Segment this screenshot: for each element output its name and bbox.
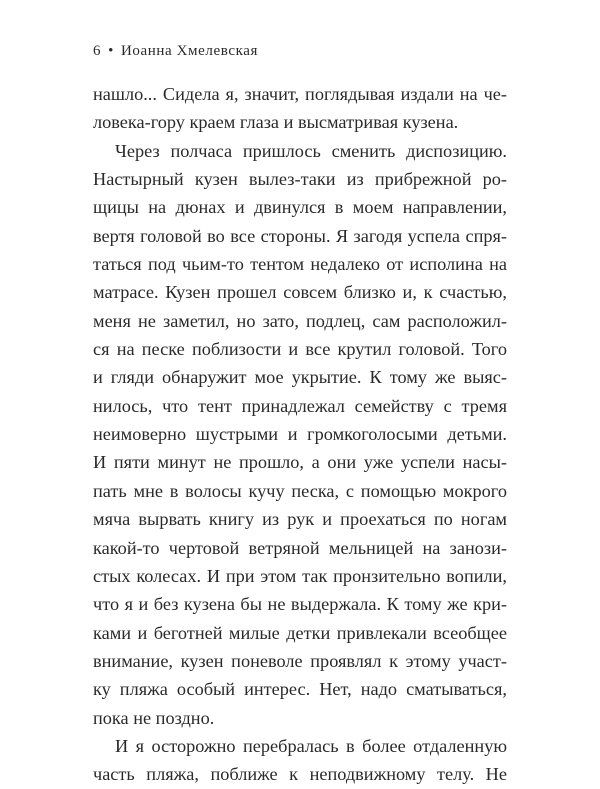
author-name: Иоанна Хмелевская (120, 43, 259, 59)
text-line: И пяти минут не прошло, а они уже успели насы- (93, 452, 507, 473)
text-line: Настырный кузен вылез-таки из прибрежной ро- (93, 169, 507, 190)
text-line: стых колесах. И при этом так пронзительно вопили, (93, 565, 507, 586)
body-text (93, 80, 507, 789)
text-line: часть пляжа, поближе к неподвижному телу. Не (93, 764, 507, 785)
text-line: И я осторожно перебралась в более отдаленную (115, 735, 507, 756)
text-line: пока не поздно. (93, 707, 215, 728)
text-line: пать мне в волосы кучу песка, с помощью мокрого (93, 480, 507, 501)
text-line: ку пляжа особый интерес. Нет, надо сматываться, (93, 679, 507, 700)
text-line: неимоверно шустрыми и громкоголосыми детьми. (93, 424, 507, 445)
header-separator: • (108, 43, 114, 59)
text-line: какой-то чертовой ветряной мельницей на занози- (93, 537, 507, 558)
text-line: ками и беготней милые детки привлекали всеобщее (93, 622, 507, 643)
text-line: Через полчаса пришлось сменить диспозицию. (115, 140, 507, 161)
text-line: и гляди обнаружит мое укрытие. К тому же выяс- (93, 367, 507, 388)
text-line: нилось, что тент принадлежал семейству с тремя (93, 395, 507, 416)
page-number: 6 (93, 43, 102, 59)
text-line: мяча вырвать книгу из рук и проехаться по ногам (93, 509, 507, 530)
text-line: внимание, кузен поневоле проявлял к этому участ- (93, 650, 507, 671)
running-header (93, 43, 258, 60)
text-line: меня не заметил, но зато, подлец, сам расположил- (93, 310, 507, 331)
text-line: щицы на дюнах и двинулся в моем направлении, (93, 197, 507, 218)
text-line: нашло... Сидела я, значит, поглядывая издали на че- (93, 84, 507, 104)
text-line: ся на песке поблизости и все крутил головой. Того (93, 339, 507, 360)
text-line: матрасе. Кузен прошел совсем близко и, к счастью, (93, 282, 507, 303)
text-line: ловека-гору краем глаза и высматривая кузена. (93, 112, 459, 133)
text-line: таться под чьим-то тентом недалеко от исполина на (93, 254, 507, 275)
text-line: что я и без кузена бы не выдержала. К тому же кри- (93, 594, 507, 615)
text-line: вертя головой во все стороны. Я загодя успела спря- (93, 225, 507, 246)
